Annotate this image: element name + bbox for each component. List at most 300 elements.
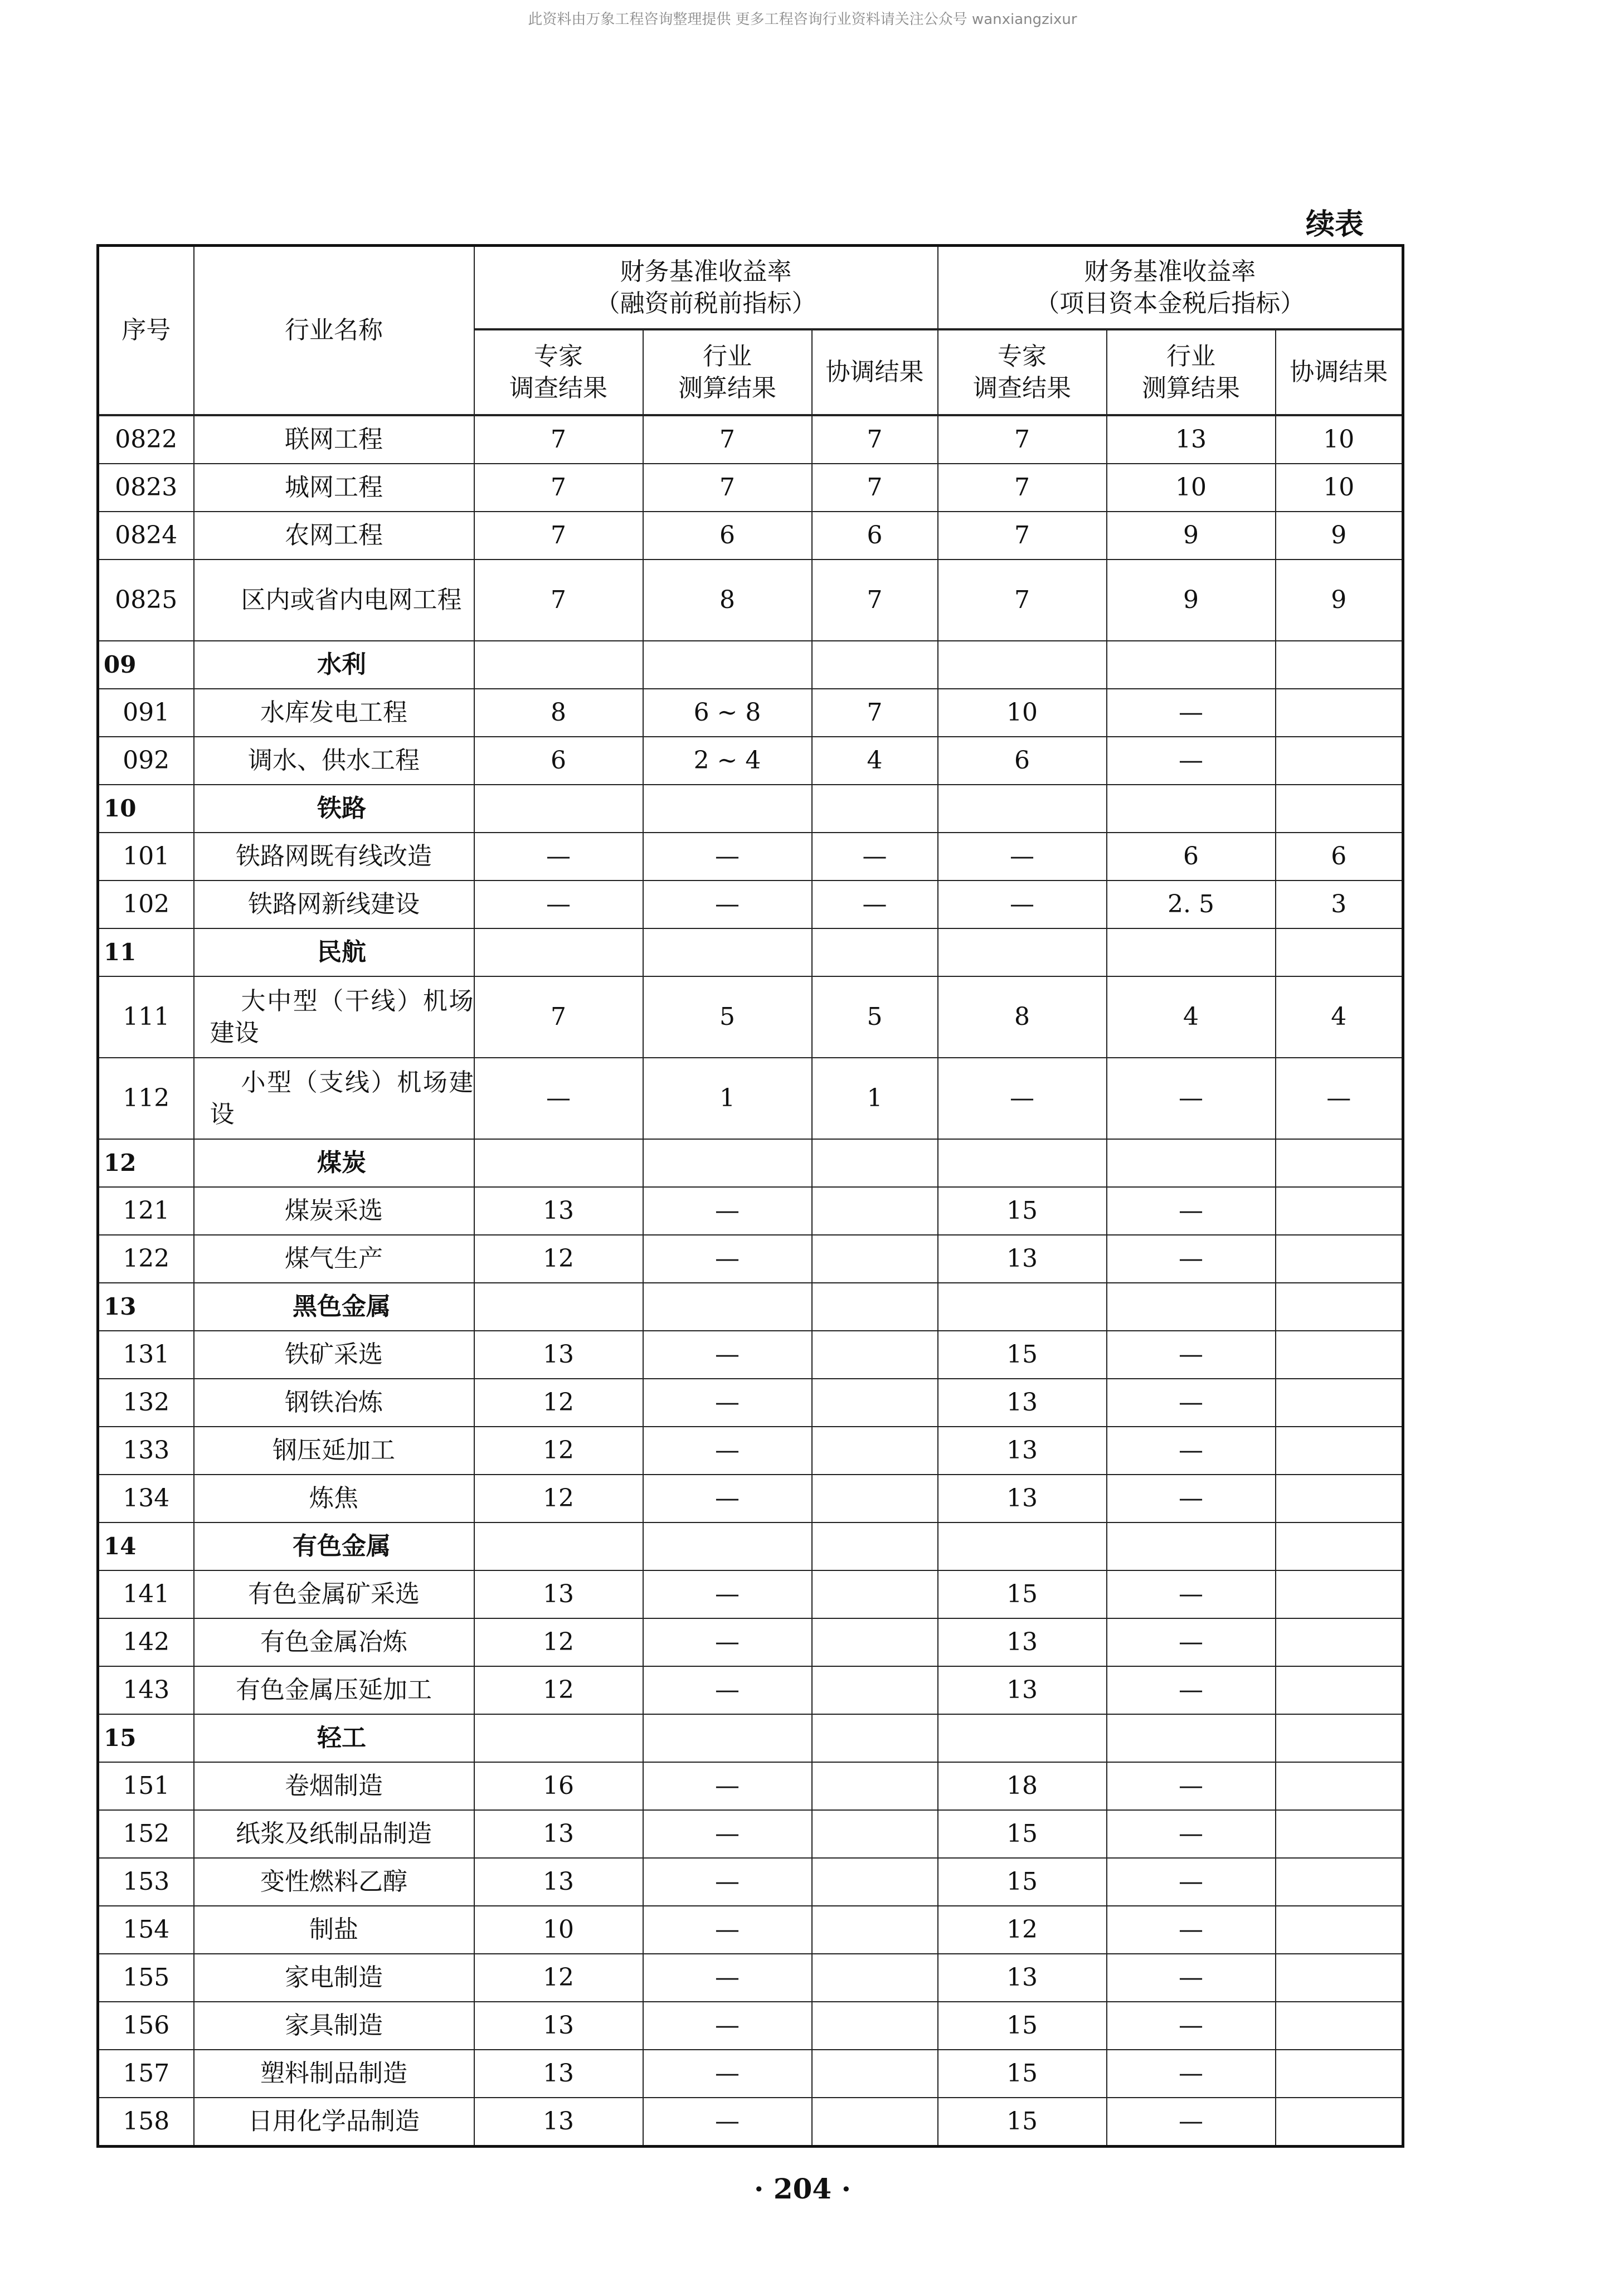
row-name-text: 日用化学品制造 bbox=[248, 2107, 420, 2136]
cell-expert-after-tax: 13 bbox=[938, 1379, 1107, 1427]
row-code: 0823 bbox=[98, 464, 194, 512]
cell-coord-after-tax bbox=[1276, 1475, 1403, 1522]
row-name-text: 铁路网既有线改造 bbox=[236, 842, 432, 871]
cell-coord-pre-tax: 5 bbox=[812, 976, 938, 1058]
row-name bbox=[194, 1666, 474, 1714]
empty-cell bbox=[643, 641, 812, 689]
header-expert-line1: 专家 bbox=[998, 342, 1047, 371]
row-name-text: 制盐 bbox=[309, 1915, 358, 1944]
table-row bbox=[98, 415, 1403, 464]
cell-industry-after-tax: 9 bbox=[1107, 560, 1276, 641]
cell-coord-pre-tax: — bbox=[812, 833, 938, 881]
cell-expert-pre-tax: 16 bbox=[474, 1762, 643, 1810]
row-name bbox=[194, 1570, 474, 1618]
cell-coord-after-tax bbox=[1276, 737, 1403, 785]
row-name bbox=[194, 464, 474, 512]
empty-cell bbox=[643, 1714, 812, 1762]
cell-expert-after-tax: — bbox=[938, 881, 1107, 928]
cell-expert-after-tax: 13 bbox=[938, 1475, 1107, 1522]
row-code: 122 bbox=[98, 1235, 194, 1283]
table-row bbox=[98, 2098, 1403, 2147]
table-row bbox=[98, 833, 1403, 881]
cell-industry-pre-tax: — bbox=[643, 1570, 812, 1618]
cell-expert-pre-tax: 13 bbox=[474, 1331, 643, 1379]
row-code: 092 bbox=[98, 737, 194, 785]
table-row bbox=[98, 2050, 1403, 2098]
table-row bbox=[98, 1954, 1403, 2002]
header-group-after-tax bbox=[938, 246, 1403, 330]
empty-cell bbox=[938, 785, 1107, 833]
header-name: 行业名称 bbox=[194, 246, 474, 416]
cell-coord-after-tax bbox=[1276, 1379, 1403, 1427]
row-code: 112 bbox=[98, 1058, 194, 1139]
empty-cell bbox=[474, 1522, 643, 1570]
table-row bbox=[98, 881, 1403, 928]
row-name bbox=[194, 1331, 474, 1379]
row-code: 102 bbox=[98, 881, 194, 928]
row-name bbox=[194, 1954, 474, 2002]
cell-expert-pre-tax: — bbox=[474, 1058, 643, 1139]
cell-industry-after-tax: 2. 5 bbox=[1107, 881, 1276, 928]
row-code: 091 bbox=[98, 689, 194, 737]
cell-coord-pre-tax: 7 bbox=[812, 560, 938, 641]
cell-coord-after-tax bbox=[1276, 2002, 1403, 2050]
cell-coord-after-tax bbox=[1276, 1570, 1403, 1618]
cell-coord-pre-tax bbox=[812, 1954, 938, 2002]
cell-coord-after-tax bbox=[1276, 1331, 1403, 1379]
empty-cell bbox=[643, 785, 812, 833]
row-name-text: 联网工程 bbox=[285, 425, 383, 454]
row-name bbox=[194, 1058, 474, 1139]
row-code: 156 bbox=[98, 2002, 194, 2050]
empty-cell bbox=[812, 1522, 938, 1570]
cell-expert-after-tax: 13 bbox=[938, 1235, 1107, 1283]
cell-industry-after-tax: 6 bbox=[1107, 833, 1276, 881]
cell-coord-after-tax bbox=[1276, 1954, 1403, 2002]
category-row bbox=[98, 1522, 1403, 1570]
row-code: 141 bbox=[98, 1570, 194, 1618]
empty-cell bbox=[812, 1283, 938, 1331]
cell-industry-pre-tax: — bbox=[643, 2050, 812, 2098]
row-name bbox=[194, 415, 474, 464]
row-code: 134 bbox=[98, 1475, 194, 1522]
cell-coord-pre-tax bbox=[812, 1810, 938, 1858]
row-code: 151 bbox=[98, 1762, 194, 1810]
empty-cell bbox=[643, 1522, 812, 1570]
row-name-text: 煤气生产 bbox=[285, 1244, 383, 1273]
cell-industry-pre-tax: — bbox=[643, 1427, 812, 1475]
cell-expert-pre-tax: 6 bbox=[474, 737, 643, 785]
row-code: 158 bbox=[98, 2098, 194, 2147]
empty-cell bbox=[1107, 641, 1276, 689]
cell-expert-after-tax: 6 bbox=[938, 737, 1107, 785]
cell-expert-after-tax: 13 bbox=[938, 1618, 1107, 1666]
empty-cell bbox=[1107, 1139, 1276, 1187]
empty-cell bbox=[1107, 1714, 1276, 1762]
table-row bbox=[98, 1858, 1403, 1906]
empty-cell bbox=[1107, 1522, 1276, 1570]
empty-cell bbox=[1276, 1714, 1403, 1762]
row-name bbox=[194, 737, 474, 785]
empty-cell bbox=[938, 1139, 1107, 1187]
row-code: 133 bbox=[98, 1427, 194, 1475]
empty-cell bbox=[1107, 785, 1276, 833]
row-name-text: 炼焦 bbox=[309, 1484, 358, 1513]
cell-coord-after-tax bbox=[1276, 1810, 1403, 1858]
category-row bbox=[98, 1714, 1403, 1762]
cell-industry-pre-tax: 7 bbox=[643, 415, 812, 464]
empty-cell bbox=[938, 1283, 1107, 1331]
cell-coord-pre-tax bbox=[812, 1427, 938, 1475]
table-row bbox=[98, 1810, 1403, 1858]
category-name: 水利 bbox=[194, 641, 474, 689]
row-name-text: 家电制造 bbox=[285, 1963, 383, 1992]
row-code: 155 bbox=[98, 1954, 194, 2002]
table-row bbox=[98, 1379, 1403, 1427]
category-code: 13 bbox=[98, 1283, 194, 1331]
cell-industry-pre-tax: — bbox=[643, 1762, 812, 1810]
row-name bbox=[194, 1810, 474, 1858]
cell-coord-after-tax: 10 bbox=[1276, 464, 1403, 512]
empty-cell bbox=[1107, 928, 1276, 976]
table-row bbox=[98, 1058, 1403, 1139]
row-code: 153 bbox=[98, 1858, 194, 1906]
row-name bbox=[194, 1187, 474, 1235]
cell-coord-pre-tax: 7 bbox=[812, 415, 938, 464]
cell-industry-pre-tax: — bbox=[643, 881, 812, 928]
cell-expert-after-tax: 7 bbox=[938, 464, 1107, 512]
cell-expert-after-tax: 12 bbox=[938, 1906, 1107, 1954]
cell-industry-pre-tax: — bbox=[643, 1331, 812, 1379]
cell-coord-pre-tax: 6 bbox=[812, 512, 938, 560]
header-expert-after-tax bbox=[938, 329, 1107, 415]
header-coord-after-tax: 协调结果 bbox=[1276, 329, 1403, 415]
cell-industry-after-tax: — bbox=[1107, 1331, 1276, 1379]
cell-expert-pre-tax: 12 bbox=[474, 1379, 643, 1427]
table-row bbox=[98, 1235, 1403, 1283]
continued-label: 续表 bbox=[1305, 208, 1364, 241]
cell-industry-after-tax: — bbox=[1107, 2098, 1276, 2147]
cell-expert-after-tax: 15 bbox=[938, 1331, 1107, 1379]
cell-coord-after-tax: 10 bbox=[1276, 415, 1403, 464]
cell-expert-pre-tax: 10 bbox=[474, 1906, 643, 1954]
cell-coord-pre-tax: 1 bbox=[812, 1058, 938, 1139]
empty-cell bbox=[1276, 928, 1403, 976]
row-name-text: 区内或省内电网工程 bbox=[241, 586, 462, 615]
cell-coord-pre-tax bbox=[812, 1762, 938, 1810]
empty-cell bbox=[938, 1522, 1107, 1570]
cell-expert-after-tax: 10 bbox=[938, 689, 1107, 737]
row-name bbox=[194, 1235, 474, 1283]
cell-industry-pre-tax: — bbox=[643, 1954, 812, 2002]
cell-coord-after-tax: — bbox=[1276, 1058, 1403, 1139]
cell-expert-after-tax: 13 bbox=[938, 1666, 1107, 1714]
cell-coord-after-tax bbox=[1276, 1235, 1403, 1283]
header-industry-line1: 行业 bbox=[703, 342, 752, 371]
empty-cell bbox=[1276, 1522, 1403, 1570]
cell-coord-pre-tax bbox=[812, 1570, 938, 1618]
empty-cell bbox=[474, 785, 643, 833]
cell-expert-pre-tax: 13 bbox=[474, 1858, 643, 1906]
row-name-text: 钢铁冶炼 bbox=[285, 1388, 383, 1417]
cell-industry-after-tax: — bbox=[1107, 1427, 1276, 1475]
cell-expert-pre-tax: 13 bbox=[474, 1570, 643, 1618]
header-group-pre-tax-subtitle: （融资前税前指标） bbox=[595, 289, 816, 318]
cell-expert-after-tax: 15 bbox=[938, 2098, 1107, 2147]
empty-cell bbox=[1276, 641, 1403, 689]
cell-industry-after-tax: 10 bbox=[1107, 464, 1276, 512]
cell-coord-after-tax bbox=[1276, 2050, 1403, 2098]
cell-expert-pre-tax: — bbox=[474, 833, 643, 881]
table-row bbox=[98, 464, 1403, 512]
empty-cell bbox=[474, 1139, 643, 1187]
cell-expert-pre-tax: 7 bbox=[474, 560, 643, 641]
header-group-pre-tax-title: 财务基准收益率 bbox=[620, 257, 792, 286]
table-row bbox=[98, 2002, 1403, 2050]
row-name bbox=[194, 689, 474, 737]
cell-expert-pre-tax: 12 bbox=[474, 1954, 643, 2002]
cell-industry-after-tax: — bbox=[1107, 1666, 1276, 1714]
header-expert-line1: 专家 bbox=[534, 342, 583, 371]
category-code: 10 bbox=[98, 785, 194, 833]
empty-cell bbox=[1276, 785, 1403, 833]
cell-industry-pre-tax: 2 ~ 4 bbox=[643, 737, 812, 785]
row-name-text: 煤炭采选 bbox=[285, 1196, 383, 1225]
header-coord-pre-tax: 协调结果 bbox=[812, 329, 938, 415]
category-code: 15 bbox=[98, 1714, 194, 1762]
cell-industry-after-tax: — bbox=[1107, 1379, 1276, 1427]
cell-industry-after-tax: — bbox=[1107, 1058, 1276, 1139]
row-name-text: 城网工程 bbox=[285, 473, 383, 502]
empty-cell bbox=[643, 928, 812, 976]
table-row bbox=[98, 560, 1403, 641]
empty-cell bbox=[643, 1283, 812, 1331]
category-name: 轻工 bbox=[194, 1714, 474, 1762]
cell-coord-after-tax bbox=[1276, 1666, 1403, 1714]
category-name: 民航 bbox=[194, 928, 474, 976]
cell-industry-pre-tax: — bbox=[643, 2002, 812, 2050]
row-name bbox=[194, 1427, 474, 1475]
cell-coord-after-tax bbox=[1276, 1427, 1403, 1475]
cell-expert-after-tax: 15 bbox=[938, 1858, 1107, 1906]
cell-industry-pre-tax: — bbox=[643, 1187, 812, 1235]
row-code: 0822 bbox=[98, 415, 194, 464]
cell-coord-after-tax: 9 bbox=[1276, 512, 1403, 560]
cell-industry-after-tax: — bbox=[1107, 1235, 1276, 1283]
row-code: 154 bbox=[98, 1906, 194, 1954]
empty-cell bbox=[474, 1283, 643, 1331]
header-industry-after-tax bbox=[1107, 329, 1276, 415]
row-code: 132 bbox=[98, 1379, 194, 1427]
cell-industry-pre-tax: — bbox=[643, 1379, 812, 1427]
cell-expert-pre-tax: 13 bbox=[474, 2002, 643, 2050]
page-number: · 204 · bbox=[754, 2172, 851, 2205]
row-name bbox=[194, 1379, 474, 1427]
cell-coord-pre-tax: 4 bbox=[812, 737, 938, 785]
cell-industry-pre-tax: — bbox=[643, 1858, 812, 1906]
cell-coord-pre-tax bbox=[812, 1475, 938, 1522]
empty-cell bbox=[1276, 1283, 1403, 1331]
cell-industry-after-tax: 13 bbox=[1107, 415, 1276, 464]
cell-industry-pre-tax: 6 bbox=[643, 512, 812, 560]
row-name bbox=[194, 2050, 474, 2098]
cell-expert-after-tax: 8 bbox=[938, 976, 1107, 1058]
header-expert-line2: 调查结果 bbox=[509, 374, 607, 402]
cell-industry-pre-tax: — bbox=[643, 1810, 812, 1858]
row-code: 121 bbox=[98, 1187, 194, 1235]
category-code: 09 bbox=[98, 641, 194, 689]
cell-expert-after-tax: 7 bbox=[938, 415, 1107, 464]
row-name-text: 有色金属矿采选 bbox=[248, 1580, 420, 1609]
row-code: 142 bbox=[98, 1618, 194, 1666]
cell-industry-pre-tax: — bbox=[643, 833, 812, 881]
category-name: 铁路 bbox=[194, 785, 474, 833]
header-industry-line2: 测算结果 bbox=[1142, 374, 1241, 402]
cell-expert-after-tax: 15 bbox=[938, 1570, 1107, 1618]
row-code: 111 bbox=[98, 976, 194, 1058]
row-code: 157 bbox=[98, 2050, 194, 2098]
cell-expert-pre-tax: 12 bbox=[474, 1618, 643, 1666]
cell-coord-pre-tax bbox=[812, 1187, 938, 1235]
row-name-text: 卷烟制造 bbox=[285, 1772, 383, 1801]
row-name bbox=[194, 976, 474, 1058]
cell-expert-after-tax: — bbox=[938, 833, 1107, 881]
cell-coord-pre-tax bbox=[812, 2098, 938, 2147]
table-row bbox=[98, 689, 1403, 737]
category-row bbox=[98, 1283, 1403, 1331]
cell-coord-pre-tax bbox=[812, 1618, 938, 1666]
category-name: 煤炭 bbox=[194, 1139, 474, 1187]
cell-industry-pre-tax: 1 bbox=[643, 1058, 812, 1139]
row-name-text: 小型（支线）机场建设 bbox=[210, 1068, 474, 1128]
row-name bbox=[194, 512, 474, 560]
header-group-after-tax-subtitle: （项目资本金税后指标） bbox=[1035, 289, 1305, 318]
cell-coord-pre-tax bbox=[812, 1331, 938, 1379]
empty-cell bbox=[474, 1714, 643, 1762]
cell-industry-pre-tax: 7 bbox=[643, 464, 812, 512]
cell-expert-after-tax: — bbox=[938, 1058, 1107, 1139]
cell-industry-pre-tax: 6 ~ 8 bbox=[643, 689, 812, 737]
empty-cell bbox=[812, 1139, 938, 1187]
cell-industry-pre-tax: — bbox=[643, 1235, 812, 1283]
cell-industry-after-tax: — bbox=[1107, 1475, 1276, 1522]
row-code: 131 bbox=[98, 1331, 194, 1379]
cell-coord-after-tax bbox=[1276, 1858, 1403, 1906]
cell-coord-pre-tax bbox=[812, 1379, 938, 1427]
row-name bbox=[194, 1475, 474, 1522]
cell-industry-pre-tax: 8 bbox=[643, 560, 812, 641]
table-row bbox=[98, 1762, 1403, 1810]
row-name-text: 铁路网新线建设 bbox=[248, 890, 420, 919]
cell-expert-after-tax: 15 bbox=[938, 1810, 1107, 1858]
row-name-text: 调水、供水工程 bbox=[248, 746, 420, 775]
cell-expert-pre-tax: 7 bbox=[474, 464, 643, 512]
cell-coord-after-tax bbox=[1276, 1618, 1403, 1666]
cell-industry-after-tax: — bbox=[1107, 2002, 1276, 2050]
table-row bbox=[98, 1570, 1403, 1618]
cell-industry-after-tax: — bbox=[1107, 1954, 1276, 2002]
cell-expert-pre-tax: 13 bbox=[474, 1810, 643, 1858]
cell-coord-pre-tax bbox=[812, 1906, 938, 1954]
row-name-text: 水库发电工程 bbox=[260, 698, 407, 727]
category-name: 有色金属 bbox=[194, 1522, 474, 1570]
cell-industry-after-tax: — bbox=[1107, 1618, 1276, 1666]
benchmark-rate-table bbox=[96, 244, 1404, 2148]
row-name bbox=[194, 2002, 474, 2050]
cell-expert-pre-tax: 13 bbox=[474, 2098, 643, 2147]
header-expert-line2: 调查结果 bbox=[973, 374, 1072, 402]
category-name: 黑色金属 bbox=[194, 1283, 474, 1331]
row-name-text: 家具制造 bbox=[285, 2011, 383, 2040]
cell-coord-pre-tax: 7 bbox=[812, 464, 938, 512]
cell-industry-pre-tax: — bbox=[643, 1618, 812, 1666]
category-code: 14 bbox=[98, 1522, 194, 1570]
cell-coord-pre-tax bbox=[812, 1666, 938, 1714]
cell-coord-after-tax bbox=[1276, 2098, 1403, 2147]
cell-industry-pre-tax: — bbox=[643, 1666, 812, 1714]
empty-cell bbox=[812, 1714, 938, 1762]
cell-expert-pre-tax: 12 bbox=[474, 1427, 643, 1475]
category-code: 12 bbox=[98, 1139, 194, 1187]
empty-cell bbox=[938, 1714, 1107, 1762]
row-name-text: 大中型（干线）机场建设 bbox=[210, 986, 474, 1047]
row-name bbox=[194, 560, 474, 641]
cell-industry-pre-tax: — bbox=[643, 2098, 812, 2147]
row-name-text: 纸浆及纸制品制造 bbox=[236, 1820, 432, 1849]
watermark-text: 此资料由万象工程咨询整理提供 更多工程咨询行业资料请关注公众号 wanxiangzixur bbox=[528, 11, 1077, 28]
cell-coord-pre-tax: 7 bbox=[812, 689, 938, 737]
cell-expert-after-tax: 15 bbox=[938, 2002, 1107, 2050]
cell-coord-pre-tax bbox=[812, 1235, 938, 1283]
cell-expert-pre-tax: 12 bbox=[474, 1235, 643, 1283]
cell-expert-pre-tax: 7 bbox=[474, 976, 643, 1058]
row-code: 143 bbox=[98, 1666, 194, 1714]
cell-industry-after-tax: — bbox=[1107, 1906, 1276, 1954]
cell-industry-after-tax: — bbox=[1107, 737, 1276, 785]
table-row bbox=[98, 1618, 1403, 1666]
cell-expert-after-tax: 18 bbox=[938, 1762, 1107, 1810]
cell-expert-pre-tax: 13 bbox=[474, 1187, 643, 1235]
cell-industry-pre-tax: — bbox=[643, 1475, 812, 1522]
cell-expert-after-tax: 15 bbox=[938, 1187, 1107, 1235]
cell-coord-after-tax: 9 bbox=[1276, 560, 1403, 641]
cell-coord-after-tax: 6 bbox=[1276, 833, 1403, 881]
cell-expert-pre-tax: 12 bbox=[474, 1666, 643, 1714]
row-code: 0825 bbox=[98, 560, 194, 641]
cell-expert-after-tax: 7 bbox=[938, 560, 1107, 641]
cell-expert-pre-tax: 13 bbox=[474, 2050, 643, 2098]
empty-cell bbox=[474, 928, 643, 976]
table-row bbox=[98, 1666, 1403, 1714]
cell-expert-pre-tax: 12 bbox=[474, 1475, 643, 1522]
header-industry-pre-tax bbox=[643, 329, 812, 415]
cell-coord-after-tax bbox=[1276, 1906, 1403, 1954]
table-row bbox=[98, 976, 1403, 1058]
cell-industry-after-tax: — bbox=[1107, 1810, 1276, 1858]
table-row bbox=[98, 1427, 1403, 1475]
row-name bbox=[194, 881, 474, 928]
empty-cell bbox=[1276, 1139, 1403, 1187]
cell-industry-after-tax: — bbox=[1107, 2050, 1276, 2098]
category-row bbox=[98, 641, 1403, 689]
table-row bbox=[98, 1906, 1403, 1954]
category-code: 11 bbox=[98, 928, 194, 976]
header-code: 序号 bbox=[98, 246, 194, 416]
row-code: 101 bbox=[98, 833, 194, 881]
header-industry-line2: 测算结果 bbox=[678, 374, 776, 402]
cell-industry-after-tax: — bbox=[1107, 689, 1276, 737]
cell-industry-after-tax: — bbox=[1107, 1858, 1276, 1906]
